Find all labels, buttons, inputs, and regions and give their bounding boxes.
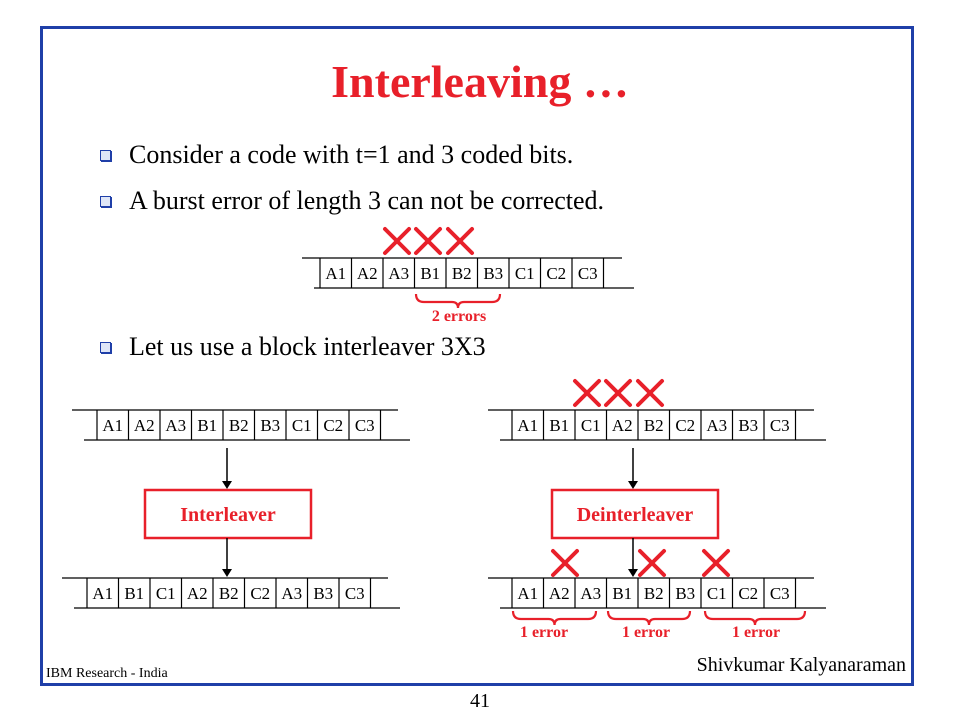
symbol-cell: A1 <box>92 584 114 603</box>
symbol-cell: A1 <box>325 264 347 283</box>
error-cross-icon <box>416 229 440 253</box>
symbol-cell: A2 <box>356 264 378 283</box>
bullet-1-text: Consider a code with t=1 and 3 coded bits. <box>129 140 574 169</box>
one-error-label-3: 1 error <box>731 624 781 641</box>
brace-icon <box>416 294 500 308</box>
symbol-cell: A2 <box>548 584 570 603</box>
symbol-cell: A1 <box>102 416 124 435</box>
symbol-cell: C2 <box>323 416 344 435</box>
symbol-cell: B1 <box>612 584 633 603</box>
symbol-cell: C1 <box>514 264 535 283</box>
bullet-3-text: Let us use a block interleaver 3X3 <box>129 332 486 361</box>
error-cross-icon <box>640 551 664 575</box>
symbol-cell: B2 <box>643 416 664 435</box>
deinterleaved-sequence-row <box>488 578 826 608</box>
brace-icon <box>705 611 805 625</box>
symbol-cell: A2 <box>611 416 633 435</box>
symbol-cell: C3 <box>344 584 365 603</box>
symbol-cell: C1 <box>155 584 176 603</box>
two-errors-label: 2 errors <box>431 308 487 325</box>
input-sequence-row <box>72 410 410 440</box>
symbol-cell: A3 <box>706 416 728 435</box>
error-braces <box>416 294 805 625</box>
symbol-cell: C2 <box>250 584 271 603</box>
symbol-cell: B3 <box>260 416 281 435</box>
symbol-cell: A3 <box>281 584 303 603</box>
arrow-head-icon <box>222 481 232 489</box>
arrow-head-icon <box>628 569 638 577</box>
error-cross-icon <box>448 229 472 253</box>
symbol-cell: A3 <box>388 264 410 283</box>
symbol-cell: C2 <box>546 264 567 283</box>
received-sequence-row <box>488 410 826 440</box>
symbol-cell: C2 <box>738 584 759 603</box>
symbol-cell: C3 <box>769 416 790 435</box>
error-cross-icon <box>704 551 728 575</box>
arrow-head-icon <box>222 569 232 577</box>
footer-author: Shivkumar Kalyanaraman <box>696 654 906 676</box>
symbol-cell: C1 <box>580 416 601 435</box>
symbol-cell: A1 <box>517 416 539 435</box>
symbol-cell: B1 <box>124 584 145 603</box>
error-cross-icon <box>606 381 630 405</box>
one-error-label-1: 1 error <box>519 624 569 641</box>
footer-organization: IBM Research - India <box>46 666 168 681</box>
symbol-cell: B2 <box>228 416 249 435</box>
symbol-cell: B2 <box>643 584 664 603</box>
symbol-cell: C1 <box>291 416 312 435</box>
error-cross-icon <box>385 229 409 253</box>
symbol-cell: C3 <box>354 416 375 435</box>
error-cross-icon <box>575 381 599 405</box>
symbol-cell: A2 <box>186 584 208 603</box>
arrow-head-icon <box>628 481 638 489</box>
symbol-cell: B3 <box>313 584 334 603</box>
symbol-cell: A2 <box>133 416 155 435</box>
deinterleaver-label: Deinterleaver <box>576 504 694 526</box>
symbol-cell: A1 <box>517 584 539 603</box>
symbol-cell: B1 <box>197 416 218 435</box>
error-cross-icon <box>553 551 577 575</box>
symbol-cell: B2 <box>451 264 472 283</box>
brace-icon <box>513 611 596 625</box>
one-error-label-2: 1 error <box>621 624 671 641</box>
symbol-cell: B3 <box>738 416 759 435</box>
brace-icon <box>608 611 690 625</box>
symbol-cell: A3 <box>580 584 602 603</box>
symbol-cell: C3 <box>769 584 790 603</box>
symbol-cell: A3 <box>165 416 187 435</box>
symbol-cell: B1 <box>549 416 570 435</box>
interleaver-label: Interleaver <box>180 504 276 526</box>
symbol-cell: C1 <box>706 584 727 603</box>
original-sequence-row <box>302 258 634 288</box>
page-number: 41 <box>470 690 490 712</box>
interleaved-sequence-row <box>62 578 400 608</box>
bullet-2-text: A burst error of length 3 can not be corrected. <box>129 186 605 215</box>
symbol-cell: B3 <box>675 584 696 603</box>
symbol-cell: C2 <box>675 416 696 435</box>
symbol-cell: B2 <box>218 584 239 603</box>
error-cross-icon <box>638 381 662 405</box>
symbol-cell: B3 <box>483 264 504 283</box>
slide-title: Interleaving … <box>331 56 629 107</box>
symbol-cell: C3 <box>577 264 598 283</box>
symbol-cell: B1 <box>420 264 441 283</box>
